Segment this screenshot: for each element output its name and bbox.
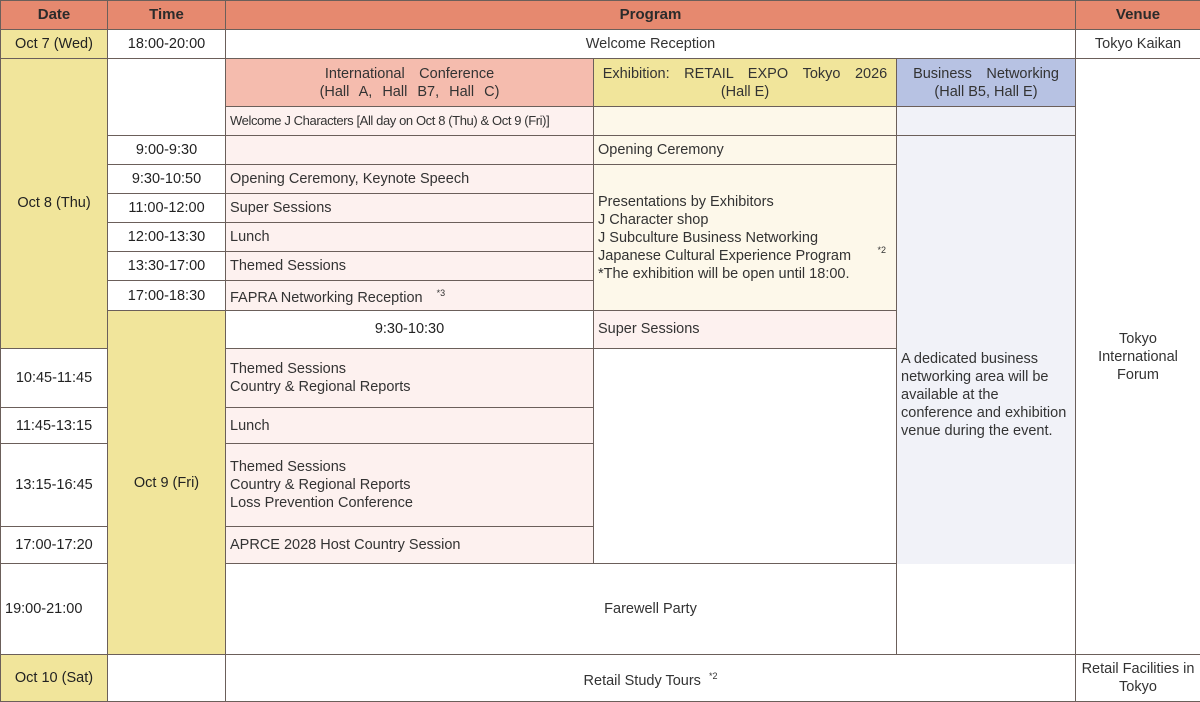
exhibition-oct8-line-2: J Character shop <box>598 211 892 229</box>
time-oct9-1045: 10:45-11:45 <box>1 348 108 407</box>
header-date: Date <box>1 1 108 30</box>
exhibition-oct8-line-4: Japanese Cultural Experience Program *2 <box>598 247 892 265</box>
track-conference-header <box>226 59 594 107</box>
conference-oct8-0930: Opening Ceremony, Keynote Speech <box>226 165 594 194</box>
track-exhibition-title: Exhibition: RETAIL EXPO Tokyo 2026 <box>598 65 892 83</box>
conference-oct8-1200: Lunch <box>226 223 594 252</box>
header-program: Program <box>226 1 1076 30</box>
networking-empty <box>897 107 1076 136</box>
time-oct9-1700: 17:00-17:20 <box>1 527 108 564</box>
conference-oct9-0930: Super Sessions <box>594 311 897 349</box>
track-networking-halls: (Hall B5, Hall E) <box>901 83 1071 101</box>
header-row <box>1 1 1200 30</box>
venue-tokyo-international-forum: Tokyo International Forum <box>1076 59 1200 655</box>
row-track-headers <box>1 59 1200 107</box>
networking-description: A dedicated business networking area will be available at the conference and exhibition venue during the event. <box>897 136 1076 655</box>
footnote-marker: *2 <box>709 671 718 681</box>
row-oct10 <box>1 655 1200 702</box>
row-oct7 <box>1 30 1200 59</box>
time-oct8-1100: 11:00-12:00 <box>108 194 226 223</box>
row-oct8-0900 <box>1 136 1200 165</box>
venue-tokyo-kaikan: Tokyo Kaikan <box>1076 30 1200 59</box>
program-farewell-party: Farewell Party <box>226 564 1076 655</box>
time-oct8-1700: 17:00-18:30 <box>108 281 226 311</box>
track-networking-title: Business Networking <box>901 65 1071 83</box>
track-networking-header <box>897 59 1076 107</box>
track-conference-halls: (Hall A, Hall B7, Hall C) <box>230 83 589 101</box>
time-oct9-0930: 9:30-10:30 <box>226 311 594 349</box>
header-venue: Venue <box>1076 1 1200 30</box>
time-oct9-1145: 11:45-13:15 <box>1 407 108 444</box>
time-empty-trackheader <box>108 59 226 136</box>
conference-oct9-1315: Themed Sessions Country & Regional Reports Loss Prevention Conference <box>226 444 594 527</box>
time-oct8-0900: 9:00-9:30 <box>108 136 226 165</box>
conference-oct9-1145: Lunch <box>226 407 594 444</box>
conference-oct8-0900 <box>226 136 594 165</box>
exhibition-oct8-line-1: Presentations by Exhibitors <box>598 193 892 211</box>
conference-oct8-1700: FAPRA Networking Reception $^{*3}$ <box>226 281 594 311</box>
time-oct7: 18:00-20:00 <box>108 30 226 59</box>
track-exhibition-halls: (Hall E) <box>598 83 892 101</box>
track-conference-title: International Conference <box>230 65 589 83</box>
exhibition-opening-ceremony: Opening Ceremony <box>594 136 897 165</box>
exhibition-empty <box>594 107 897 136</box>
exhibition-oct8-line-3: J Subculture Business Networking <box>598 229 892 247</box>
venue-retail-facilities: Retail Facilities in Tokyo <box>1076 655 1200 702</box>
time-oct9-1900: 19:00-21:00 <box>1 564 108 655</box>
footnote-marker: *2 <box>877 241 886 259</box>
time-oct10 <box>108 655 226 702</box>
time-oct8-1200: 12:00-13:30 <box>108 223 226 252</box>
header-time: Time <box>108 1 226 30</box>
time-oct8-0930: 9:30-10:50 <box>108 165 226 194</box>
time-oct9-1315: 13:15-16:45 <box>1 444 108 527</box>
date-oct10: Oct 10 (Sat) <box>1 655 108 702</box>
track-exhibition-header <box>594 59 897 107</box>
footnote-marker: *3 <box>437 288 446 298</box>
program-welcome-reception: Welcome Reception <box>226 30 1076 59</box>
conference-oct8-1330: Themed Sessions <box>226 252 594 281</box>
conference-oct8-1100: Super Sessions <box>226 194 594 223</box>
exhibition-oct8-line-5: *The exhibition will be open until 18:00. <box>598 265 892 283</box>
conference-oct9-1045: Themed Sessions Country & Regional Reports <box>226 348 594 407</box>
program-retail-study-tours: Retail Study Tours $^{*2}$ <box>226 655 1076 702</box>
date-oct9: Oct 9 (Fri) <box>108 311 226 655</box>
welcome-characters: Welcome J Characters [All day on Oct 8 (Thu) & Oct 9 (Fri)] <box>226 107 594 136</box>
conference-oct9-1700: APRCE 2028 Host Country Session <box>226 527 594 564</box>
time-oct8-1330: 13:30-17:00 <box>108 252 226 281</box>
exhibition-block-oct8 <box>594 165 897 311</box>
date-oct7: Oct 7 (Wed) <box>1 30 108 59</box>
date-oct8: Oct 8 (Thu) <box>1 59 108 349</box>
